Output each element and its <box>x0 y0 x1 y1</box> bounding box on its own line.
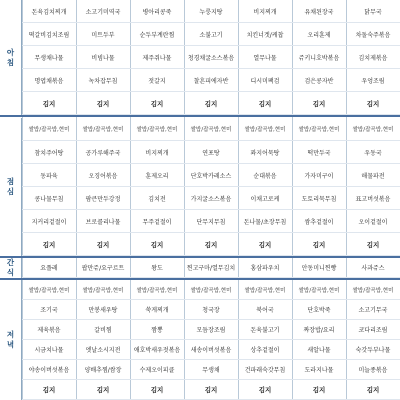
dinner-menu-item: 도라지나물 <box>292 360 346 380</box>
dinner-menu-item: 돈육불고기 <box>238 320 292 340</box>
dinner-menu-item: 쌀밥/잡곡밥,현미 <box>22 280 76 300</box>
breakfast-menu-item: 김지 <box>130 92 184 115</box>
dinner-menu-item: 북어국 <box>238 300 292 320</box>
dinner-menu-item: 제육볶음 <box>22 320 76 340</box>
dinner-menu-item: 김지 <box>184 380 238 400</box>
breakfast-menu-item: 미트두부 <box>76 23 130 46</box>
lunch-menu-item: 김치전 <box>130 187 184 210</box>
breakfast-menu-item: 김지 <box>76 92 130 115</box>
dinner-menu-item: 미늘종볶음 <box>346 360 400 380</box>
lunch-menu-item: 단호박카레소스 <box>184 164 238 187</box>
breakfast-menu-item: 순두부계란찜 <box>130 23 184 46</box>
breakfast-menu-item: 김지 <box>238 92 292 115</box>
lunch-menu-item: 쌀밥/잡곡밥,현미 <box>76 118 130 141</box>
breakfast-menu-item: 청경채굴소스볶음 <box>184 46 238 69</box>
dinner-menu-item: 야송이버섯볶음 <box>22 360 76 380</box>
breakfast-menu-item: 김치제볶음 <box>346 46 400 69</box>
lunch-menu-item: 비지찌개 <box>130 141 184 164</box>
lunch-menu-item: 참치주어탕 <box>22 141 76 164</box>
dinner-menu-item: 쌀밥/잡곡밥,현미 <box>238 280 292 300</box>
breakfast-menu-item: 누룽지탕 <box>184 0 238 23</box>
dinner-menu-item: 새송이버섯볶음 <box>184 340 238 360</box>
lunch-menu-item: 돈나물/초장무침 <box>238 210 292 233</box>
lunch-menu-item: 연포탕 <box>184 141 238 164</box>
dinner-menu-item: 단호박죽 <box>292 300 346 320</box>
breakfast-menu-item: 명엽채볶음 <box>22 69 76 92</box>
lunch-menu-item: 쌀밥/잡곡밥,현미 <box>346 118 400 141</box>
lunch-menu-item: 콩나물무침 <box>22 187 76 210</box>
breakfast-menu-item: 녹차잡무침 <box>76 69 130 92</box>
snack-menu-item: 요플레 <box>22 258 76 278</box>
lunch-menu-item: 떡만두국 <box>292 141 346 164</box>
breakfast-menu-item: 검은콩자반 <box>292 69 346 92</box>
dinner-menu-item: 쑥게찌개 <box>130 300 184 320</box>
lunch-menu-item: 브로콜리나물 <box>76 210 130 233</box>
section-divider <box>0 115 400 117</box>
dinner-menu-item: 김지 <box>292 380 346 400</box>
dinner-section-label: 저 녁 <box>0 280 22 400</box>
lunch-menu-item: 김지 <box>346 233 400 256</box>
lunch-menu-item: 김지 <box>130 233 184 256</box>
dinner-menu-item: 코다리조림 <box>346 320 400 340</box>
breakfast-section-label: 아 침 <box>0 0 22 115</box>
dinner-menu-item: 애호박새우젓볶음 <box>130 340 184 360</box>
breakfast-menu-item: 오리훈제 <box>292 23 346 46</box>
dinner-menu-item: 김지 <box>130 380 184 400</box>
snack-section-label: 간 식 <box>0 258 22 278</box>
dinner-menu-item: 쌀밥/잡곡밥,현미 <box>292 280 346 300</box>
breakfast-menu-item: 소불고기 <box>184 23 238 46</box>
dinner-menu-item: 쌀밥/잡곡밥,현미 <box>76 280 130 300</box>
dinner-menu-item: 모듬장조림 <box>184 320 238 340</box>
breakfast-menu-item: 차돌숙주볶음 <box>346 23 400 46</box>
lunch-menu-item: 공가루해주국 <box>76 141 130 164</box>
breakfast-menu-item: 김지 <box>184 92 238 115</box>
lunch-menu-item: 순대볶음 <box>238 164 292 187</box>
dinner-menu-item: 건파래숙갓무침 <box>238 360 292 380</box>
snack-menu-item: 사과쥬스 <box>346 258 400 278</box>
dinner-menu-item: 쌀밥/잡곡밥,현미 <box>184 280 238 300</box>
breakfast-menu-item: 디시미팩검 <box>238 69 292 92</box>
breakfast-menu-item: 유채된장국 <box>292 0 346 23</box>
breakfast-menu-item: 떡갈비김치조림 <box>22 23 76 46</box>
dinner-menu-item: 짬뽕 <box>130 320 184 340</box>
snack-menu-item: 팝만쥬/요구르트 <box>76 258 130 278</box>
breakfast-menu-item: 병아리콩죽 <box>130 0 184 23</box>
lunch-menu-item: 가자미구이 <box>292 164 346 187</box>
lunch-section-label: 점 심 <box>0 118 22 256</box>
dinner-menu-item: 상추겉절이 <box>238 340 292 360</box>
dinner-menu-item: 쌀밥/잡곡밥,현미 <box>346 280 400 300</box>
breakfast-menu-item: 소고기미역국 <box>76 0 130 23</box>
lunch-menu-item: 도토리묵무침 <box>292 187 346 210</box>
dinner-menu-item: 청국장 <box>184 300 238 320</box>
dinner-menu-item: 조기국 <box>22 300 76 320</box>
lunch-menu-item: 쌀밥/잡곡밥,현미 <box>238 118 292 141</box>
breakfast-menu-item: 비지찌개 <box>238 0 292 23</box>
breakfast-menu-item: 젓갈지 <box>130 69 184 92</box>
snack-menu-item: 홍삼파우치 <box>238 258 292 278</box>
breakfast-menu-item: 비빔나물 <box>76 46 130 69</box>
breakfast-menu-item: 쥬키니호박볶음 <box>292 46 346 69</box>
dinner-menu-item: 엣날소시지전 <box>76 340 130 360</box>
breakfast-menu-item: 김지 <box>22 92 76 115</box>
snack-menu-item: 왕도 <box>130 258 184 278</box>
dinner-menu-item: 김지 <box>346 380 400 400</box>
lunch-menu-item: 쌈추겉절이 <box>292 210 346 233</box>
dinner-menu-item: 숙갓두부나물 <box>346 340 400 360</box>
dinner-menu-item: 새알나물 <box>292 340 346 360</box>
dinner-menu-item: 짜장밥/요리 <box>292 320 346 340</box>
dinner-menu-item: 수제오이피클 <box>130 360 184 380</box>
lunch-menu-item: 단무지무침 <box>184 210 238 233</box>
snack-menu-item: 안동미니찐빵 <box>292 258 346 278</box>
lunch-menu-item: 무주겉절이 <box>130 210 184 233</box>
breakfast-menu-item: 무생채나물 <box>22 46 76 69</box>
dinner-menu-item: 김지 <box>76 380 130 400</box>
lunch-menu-item: 표고버섯볶음 <box>346 187 400 210</box>
lunch-menu-item: 가지굴소스볶음 <box>184 187 238 210</box>
lunch-menu-item: 김지 <box>22 233 76 256</box>
lunch-menu-item: 쌀밥/잡곡밥,현미 <box>22 118 76 141</box>
lunch-menu-item: 동파육 <box>22 164 76 187</box>
lunch-menu-item: 꽈지어묵탕 <box>238 141 292 164</box>
lunch-menu-item: 김지 <box>238 233 292 256</box>
lunch-menu-item: 쌀밥/잡곡밥,현미 <box>184 118 238 141</box>
breakfast-menu-item: 찰흔피에자반 <box>184 69 238 92</box>
breakfast-menu-item: 열무나물 <box>238 46 292 69</box>
lunch-menu-item: 이채고로케 <box>238 187 292 210</box>
breakfast-menu-item: 김지 <box>346 92 400 115</box>
dinner-menu-item: 시금치나물 <box>22 340 76 360</box>
dinner-menu-item: 갈비찜 <box>76 320 130 340</box>
lunch-menu-item: 오징어볶음 <box>76 164 130 187</box>
dinner-menu-item: 무생채 <box>184 360 238 380</box>
breakfast-menu-item: 돈육김치찌개 <box>22 0 76 23</box>
breakfast-menu-item: 치킨너겟/케찹 <box>238 23 292 46</box>
dinner-menu-item: 김지 <box>22 380 76 400</box>
lunch-menu-item: 팜큰만두강정 <box>76 187 130 210</box>
dinner-menu-item: 소고기무국 <box>346 300 400 320</box>
lunch-menu-item: 오이겉절이 <box>346 210 400 233</box>
lunch-menu-item: 해물파전 <box>346 164 400 187</box>
lunch-menu-item: 지커리겉절이 <box>22 210 76 233</box>
dinner-menu-item: 만봉새우탕 <box>76 300 130 320</box>
breakfast-menu-item: 우엉조림 <box>346 69 400 92</box>
snack-menu-item: 찐고구마/열무김치 <box>184 258 238 278</box>
breakfast-menu-item: 제주쥐나물 <box>130 46 184 69</box>
lunch-menu-item: 쌀밥/잡곡밥,현미 <box>292 118 346 141</box>
dinner-menu-item: 쌀밥/잡곡밥,현미 <box>130 280 184 300</box>
lunch-menu-item: 훈제오리 <box>130 164 184 187</box>
dinner-menu-item: 양배추찜/쌈장 <box>76 360 130 380</box>
lunch-menu-item: 우동국 <box>346 141 400 164</box>
lunch-menu-item: 쌀밥/잡곡밥,현미 <box>130 118 184 141</box>
breakfast-menu-item: 김지 <box>292 92 346 115</box>
lunch-menu-item: 김지 <box>292 233 346 256</box>
breakfast-menu-item: 닭무국 <box>346 0 400 23</box>
dinner-menu-item: 김지 <box>238 380 292 400</box>
lunch-menu-item: 김지 <box>76 233 130 256</box>
lunch-menu-item: 김지 <box>184 233 238 256</box>
